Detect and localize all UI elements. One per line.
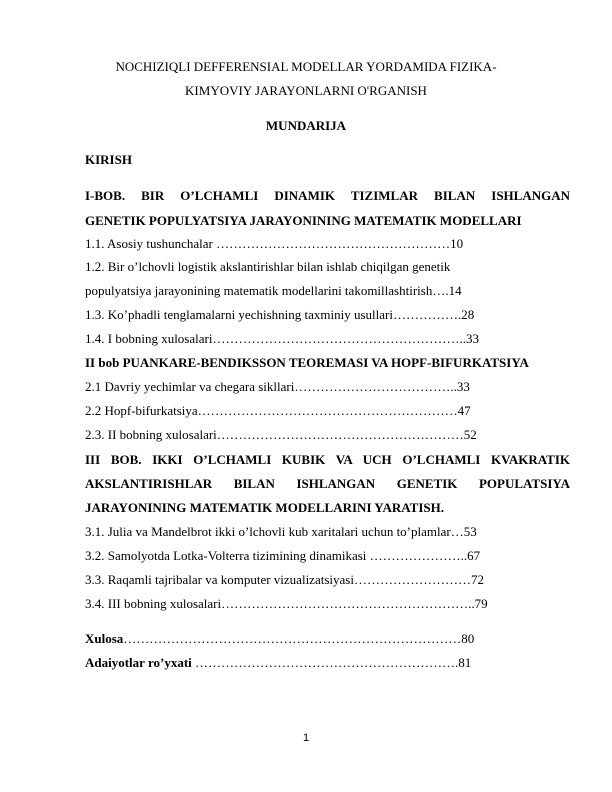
references-entry: [85, 655, 570, 670]
toc-item: 1.2. Bir o’lchovli logistik akslantirishlar bilan ishlab chiqilgan genetik: [85, 259, 451, 274]
references-label: Adaiyotlar ro’yxati: [85, 655, 192, 670]
toc-item: 1.4. I bobning xulosalari…………………………………………………..33: [85, 331, 479, 346]
conclusion-label: Xulosa: [85, 631, 124, 646]
page-number: 1: [302, 732, 310, 744]
toc-item: 2.3. II bobning xulosalari…………………………………………………52: [85, 427, 477, 442]
contents-heading: MUNDARIJA: [265, 118, 347, 133]
intro-heading: KIRISH: [85, 152, 132, 167]
conclusion-page: ……………………………………………………………………80: [123, 631, 475, 646]
chapter3-heading-line-1: III BOB. IKKI O’LCHAMLI KUBIK VA UCH O’LCHAMLI KVAKRATIK: [85, 452, 570, 467]
references-page: …………………………………………………….81: [191, 655, 472, 670]
chapter1-heading-line-2: GENETIK POPULYATSIYA JARAYONINING MATEMATIK MODELLARI: [85, 213, 522, 228]
toc-item: 2.2 Hopf-bifurkatsiya……………………………………………………47: [85, 403, 471, 418]
toc-item: 1.1. Asosiy tushunchalar ………………………………………………10: [85, 236, 464, 251]
toc-item: 3.3. Raqamli tajribalar va komputer vizualizatsiyasi………………………72: [85, 572, 484, 587]
toc-item: 3.4. III bobning xulosalari…………………………………………………..79: [85, 596, 488, 611]
chapter2-heading: II bob PUANKARE-BENDIKSSON TEOREMASI VA HOPF-BIFURKATSIYA: [85, 355, 529, 370]
toc-item: 1.3. Ko’phadli tenglamalarni yechishning taxminiy usullari…………….28: [85, 307, 475, 322]
chapter1-heading-line-1: I-BOB. BIR O’LCHAMLI DINAMIK TIZIMLAR BILAN ISHLANGAN: [85, 188, 570, 203]
toc-item: 2.1 Davriy yechimlar va chegara sikllari………………………………..33: [85, 379, 470, 394]
chapter3-heading-line-2: AKSLANTIRISHLAR BILAN ISHLANGAN GENETIK POPULATSIYA: [85, 476, 570, 491]
conclusion-entry: [85, 631, 570, 646]
toc-item: 3.2. Samolyotda Lotka-Volterra tizimining dinamikasi …………………..67: [85, 548, 481, 563]
toc-item: populyatsiya jarayonining matematik modellarini takomillashtirish….14: [85, 283, 462, 298]
title-line-1: NOCHIZIQLI DEFFERENSIAL MODELLAR YORDAMIDA FIZIKA-: [115, 59, 497, 74]
toc-item: 3.1. Julia va Mandelbrot ikki o’lchovli kub xaritalari uchun to’plamlar…53: [85, 524, 477, 539]
chapter3-heading-line-3: JARAYONINING MATEMATIK MODELLARINI YARATISH.: [85, 500, 444, 515]
title-line-2: KIMYOVIY JARAYONLARNI O'RGANISH: [185, 83, 427, 98]
